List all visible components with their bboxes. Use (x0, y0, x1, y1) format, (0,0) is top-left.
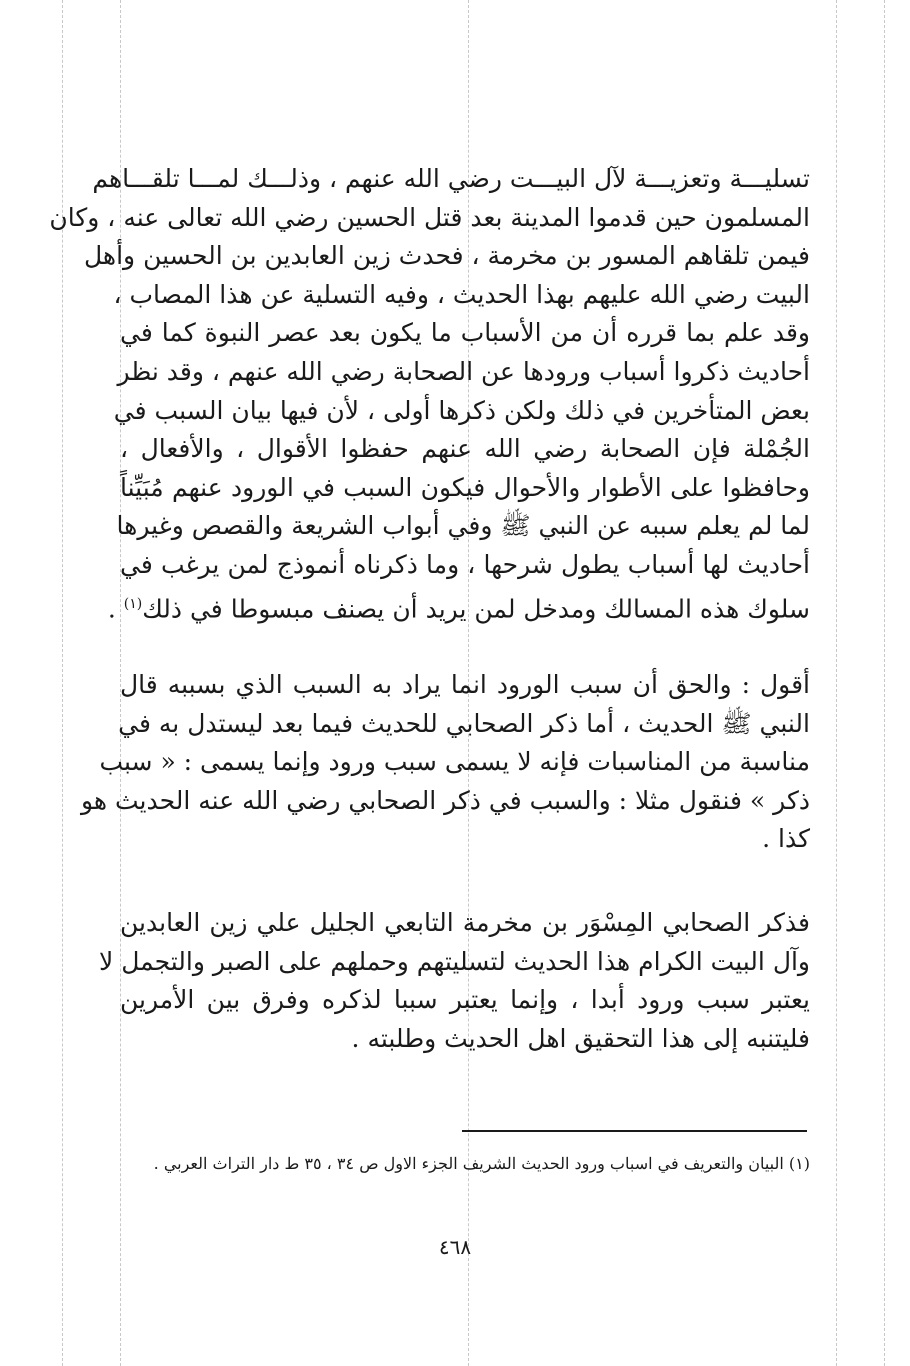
paragraph-conclusion (99, 904, 810, 1058)
text-line: المسلمون حين قدموا المدينة بعد قتل الحسين رضي الله تعالى عنه ، وكان (49, 202, 810, 232)
text-line: يعتبر سبب ورود أبدا ، وإنما يعتبر سببا لذكره وفرق بين الأمرين (120, 985, 810, 1015)
text-line: أقول : والحق أن سبب الورود انما يراد به السبب الذي بسببه قال (120, 670, 810, 699)
paragraph-quoted (49, 160, 810, 628)
text-line: تسليـــة وتعزيـــة لآل البيـــت رضي الله عنهم ، وذلـــك لمـــا تلقـــاهم (92, 164, 810, 193)
page-number: ٤٦٨ (438, 1235, 472, 1259)
text-line-last: كذا . (762, 824, 810, 854)
text-line-last (107, 585, 810, 629)
text-line: النبي ﷺ الحديث ، أما ذكر الصحابي للحديث فيما بعد ليستدل به في (118, 708, 810, 738)
text-line: لما لم يعلم سببه عن النبي ﷺ وفي أبواب الشريعة والقصص وغيرها (116, 511, 810, 541)
footnote-marker: (١) (123, 595, 143, 612)
text-line-last: فليتنبه إلى هذا التحقيق اهل الحديث وطلبته . (351, 1023, 810, 1053)
text-line-content: سلوك هذه المسالك ومدخل لمن يريد أن يصنف مبسوطا في ذلك (142, 593, 810, 623)
footnote-divider (462, 1130, 807, 1132)
scan-edge-line (884, 0, 885, 1366)
text-line: أحاديث ذكروا أسباب ورودها عن الصحابة رضي الله عنهم ، وقد نظر (117, 356, 810, 386)
scan-edge-line (836, 0, 837, 1366)
paragraph-author-comment (80, 666, 810, 859)
text-line: بعض المتأخرين في ذلك ولكن ذكرها أولى ، لأن فيها بيان السبب في (113, 395, 810, 425)
text-line: وحافظوا على الأطوار والأحوال فيكون السبب في الورود عنهم مُبَيِّناً (120, 472, 810, 502)
text-line: فذكر الصحابي المِسْوَر بن مخرمة التابعي الجليل علي زين العابدين (120, 908, 810, 937)
text-line: فيمن تلقاهم المسور بن مخرمة ، فحدث زين العابدين بن الحسين وأهل (83, 241, 810, 271)
text-line-end: . (107, 593, 124, 623)
text-line: ذكر » فنقول مثلا : والسبب في ذكر الصحابي رضي الله عنه الحديث هو (80, 785, 810, 815)
text-line: مناسبة من المناسبات فإنه لا يسمى سبب ورود وإنما يسمى : « سبب (99, 747, 810, 777)
text-line: وقد علم بما قرره أن من الأسباب ما يكون بعد عصر النبوة كما في (120, 318, 810, 348)
text-line: البيت رضي الله عليهم بهذا الحديث ، وفيه التسلية عن هذا المصاب ، (113, 279, 810, 309)
text-line: وآل البيت الكرام هذا الحديث لتسليتهم وحملهم على الصبر والتجمل لا (99, 946, 810, 976)
text-line: الجُمْلة فإن الصحابة رضي الله عنهم حفظوا الأقوال ، والأفعال ، (120, 434, 810, 464)
text-line: أحاديث لها أسباب يطول شرحها ، وما ذكرناه أنموذج لمن يرغب في (120, 549, 810, 579)
footnote-text: (١) البيان والتعريف في اسباب ورود الحديث الشريف الجزء الاول ص ٣٤ ، ٣٥ ط دار التراث العربي . (153, 1154, 810, 1173)
